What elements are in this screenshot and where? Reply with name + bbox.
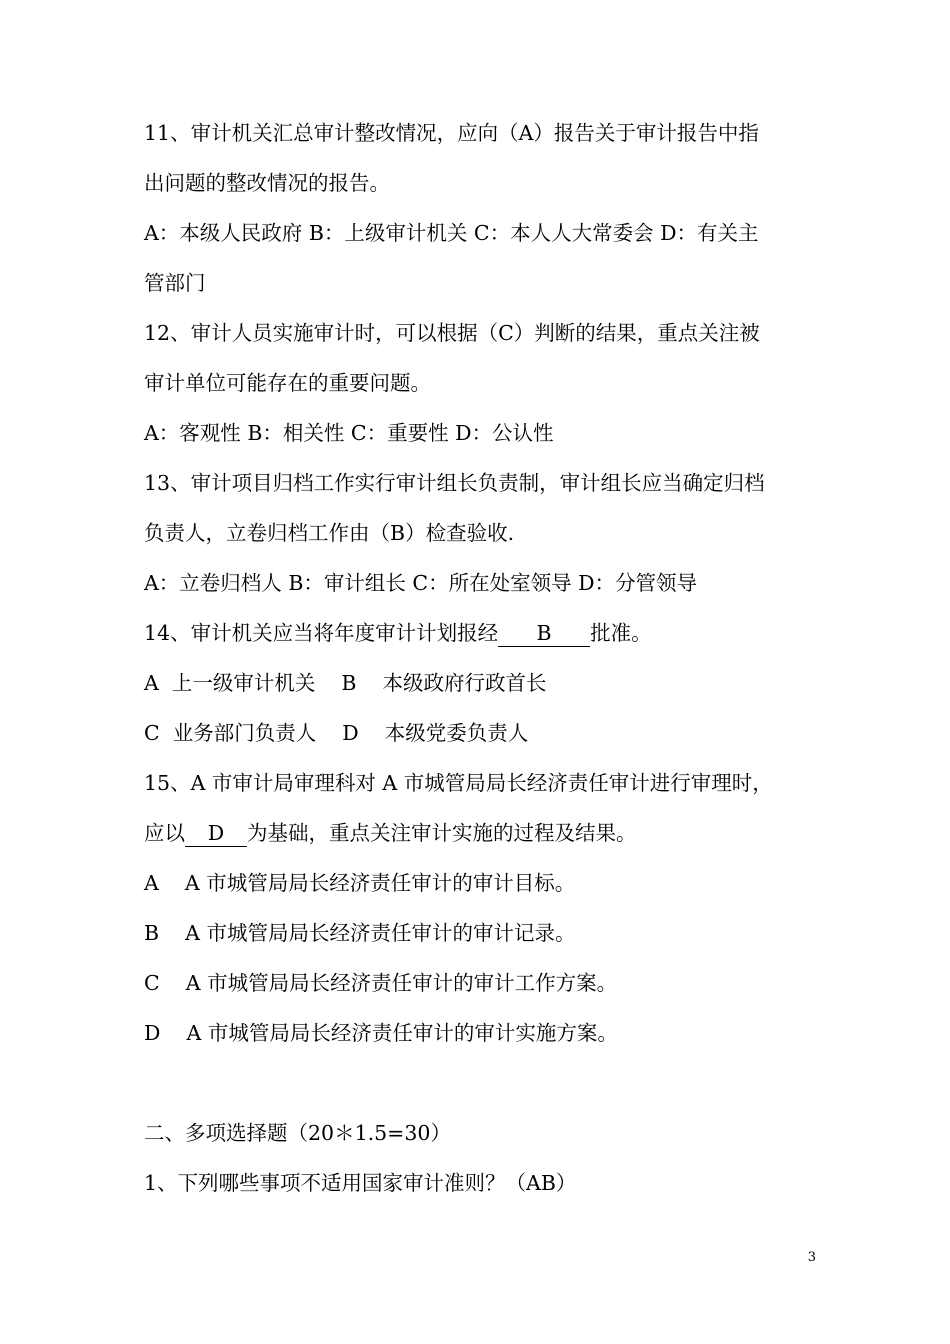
- question-13-options: A：立卷归档人 B：审计组长 C：所在处室领导 D：分管领导: [144, 571, 698, 595]
- question-14-answer-blank: B: [498, 620, 590, 647]
- question-14-stem-after: 批准。: [590, 621, 652, 645]
- question-14-options-ab: A 上一级审计机关 B 本级政府行政首长: [144, 671, 547, 695]
- question-15-stem-before: 应以: [144, 821, 185, 845]
- question-12-stem-line-2: 审计单位可能存在的重要问题。: [144, 371, 431, 395]
- question-12-options: A：客观性 B：相关性 C：重要性 D：公认性: [144, 421, 554, 445]
- page-number: 3: [807, 1250, 816, 1265]
- question-11-options-line-2: 管部门: [144, 271, 206, 295]
- question-15-option-c: C A 市城管局局长经济责任审计的审计工作方案。: [144, 971, 618, 995]
- question-11-options-line-1: A：本级人民政府 B：上级审计机关 C：本人人大常委会 D：有关主: [144, 221, 759, 245]
- question-15-option-a: A A 市城管局局长经济责任审计的审计目标。: [144, 871, 576, 895]
- question-15-stem-after: 为基础，重点关注审计实施的过程及结果。: [247, 821, 637, 845]
- question-14-stem-before: 14、审计机关应当将年度审计计划报经: [144, 621, 499, 645]
- question-13-stem-line-1: 13、审计项目归档工作实行审计组长负责制，审计组长应当确定归档: [144, 471, 765, 495]
- question-11-stem-line-2: 出问题的整改情况的报告。: [144, 171, 390, 195]
- question-14-stem: [144, 618, 824, 648]
- question-15-option-b: B A 市城管局局长经济责任审计的审计记录。: [144, 921, 576, 945]
- section-2-heading: 二、多项选择题（20＊1.5=30）: [144, 1121, 451, 1145]
- section-2-question-1: 1、下列哪些事项不适用国家审计准则？（AB）: [144, 1171, 577, 1195]
- question-12-stem-line-1: 12、审计人员实施审计时，可以根据（C）判断的结果，重点关注被: [144, 321, 760, 345]
- question-15-stem-line-2: [144, 818, 824, 848]
- question-15-stem-line-1: 15、A 市审计局审理科对 A 市城管局局长经济责任审计进行审理时，: [144, 771, 773, 795]
- question-14-options-cd: C 业务部门负责人 D 本级党委负责人: [144, 721, 529, 745]
- question-15-option-d: D A 市城管局局长经济责任审计的审计实施方案。: [144, 1021, 618, 1045]
- question-13-stem-line-2: 负责人，立卷归档工作由（B）检查验收.: [144, 521, 515, 545]
- question-15-answer-blank: D: [185, 820, 247, 847]
- question-11-stem-line-1: 11、审计机关汇总审计整改情况，应向（A）报告关于审计报告中指: [144, 121, 759, 145]
